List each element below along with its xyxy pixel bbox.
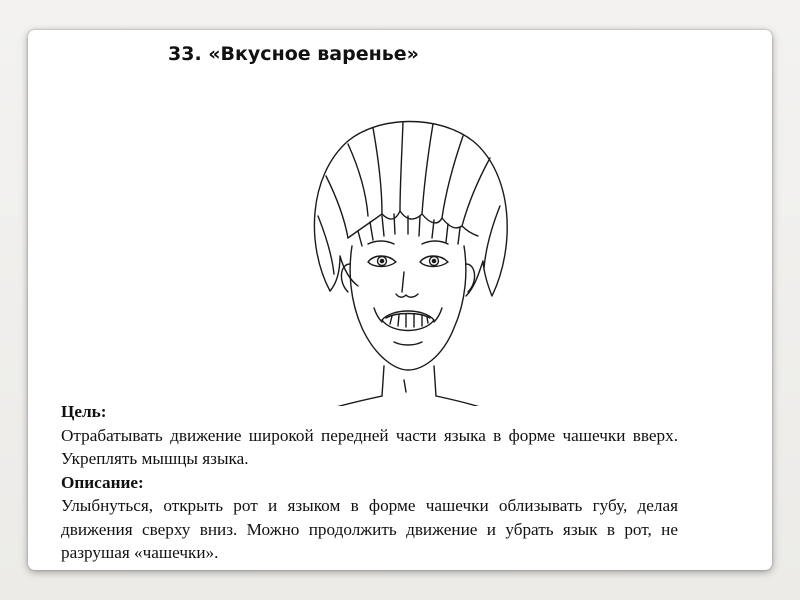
- child-face-illustration: [278, 96, 528, 406]
- exercise-title: 33. «Вкусное варенье»: [168, 43, 419, 65]
- description-text: Улыбнуться, открыть рот и языком в форме чашечки облизывать губу, делая движения сверху вниз. Можно продолжить движение и убрать язык в рот, не разрушая «чашечки».: [61, 496, 678, 562]
- exercise-text: [61, 400, 678, 565]
- goal-text: Отрабатывать движение широкой передней части языка в форме чашечки вверх. Укреплять мышцы языка.: [61, 425, 678, 468]
- goal-heading: Цель:: [61, 402, 107, 421]
- slide-card: [28, 30, 772, 570]
- description-heading: Описание:: [61, 472, 144, 492]
